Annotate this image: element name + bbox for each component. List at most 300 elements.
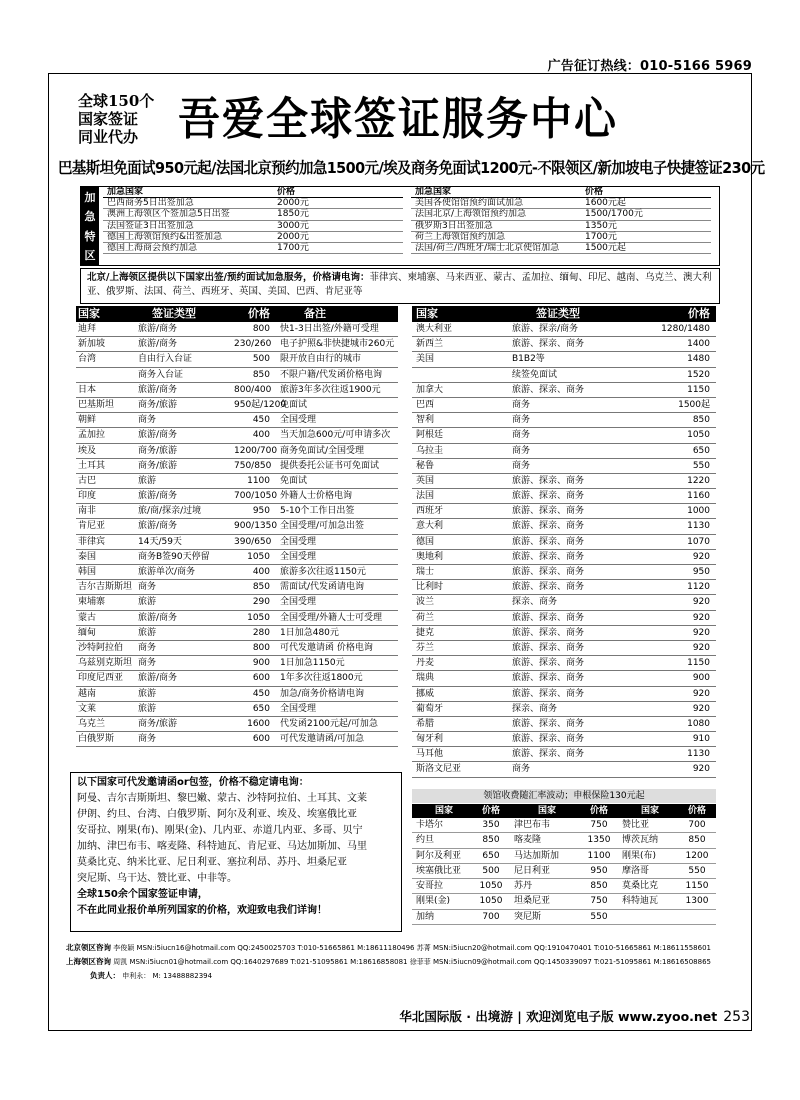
table-row bbox=[412, 656, 716, 671]
price-cell: 550 bbox=[688, 865, 706, 876]
country-cell: 尼日利亚 bbox=[514, 865, 551, 876]
country-cell: 缅甸 bbox=[78, 627, 97, 638]
beijing-contact bbox=[66, 941, 746, 955]
col-header: 价格 bbox=[687, 806, 706, 816]
notice-lead: 北京/上海领区提供以下国家出签/预约面试加急服务，价格请电询： bbox=[87, 272, 370, 283]
price-cell: 1520 bbox=[687, 369, 710, 380]
promo-banner: 巴基斯坦免面试950元起/法国北京预约加急1500元/埃及商务免面试1200元-不限领区/新加坡电子快捷签证230元 bbox=[58, 159, 765, 177]
letter-line: 伊朗、约旦、台湾、白俄罗斯、阿尔及利亚、埃及、埃塞俄比亚 bbox=[77, 809, 357, 820]
country-cell: 越南 bbox=[78, 688, 97, 699]
country-cell: 突尼斯 bbox=[514, 911, 542, 922]
urgent-header: 加急国家 bbox=[415, 187, 452, 197]
left-price-table bbox=[76, 306, 398, 747]
left-table-body bbox=[76, 322, 398, 747]
country-cell bbox=[76, 368, 138, 382]
letter-line: 加纳、津巴布韦、喀麦隆、科特迪瓦、肯尼亚、马达加斯加、马里 bbox=[77, 841, 367, 852]
country-cell: 苏丹 bbox=[514, 881, 533, 892]
page-footer bbox=[60, 1007, 750, 1025]
visa-type-cell: 探亲、商务 bbox=[512, 597, 558, 608]
table-row bbox=[76, 322, 398, 337]
visa-type-cell: 旅游、探亲、商务 bbox=[512, 506, 585, 517]
table-row bbox=[76, 717, 398, 732]
country-cell: 巴西 bbox=[416, 399, 435, 410]
col-header: 国家 bbox=[537, 806, 556, 816]
table-row bbox=[412, 489, 716, 504]
visa-type-cell: 旅游、探亲、商务 bbox=[512, 551, 585, 562]
urgent-row bbox=[411, 232, 711, 243]
col-header: 签证类型 bbox=[152, 307, 196, 320]
table-row bbox=[76, 626, 398, 641]
table-row bbox=[76, 550, 398, 565]
col-header: 国家 bbox=[640, 806, 659, 816]
letter-footer: 全球150余个国家签证申请， bbox=[77, 889, 208, 900]
table-row bbox=[76, 337, 398, 352]
letter-line: 安哥拉、刚果(布)、刚果(金)、几内亚、赤道几内亚、多哥、贝宁 bbox=[77, 825, 363, 836]
price-cell: 850 bbox=[252, 369, 270, 380]
remark-cell: 商务免面试/全国受理 bbox=[280, 445, 365, 456]
remark-cell: 快1-3日出签/外籍可受理 bbox=[280, 324, 379, 334]
table-row bbox=[76, 595, 398, 610]
price-cell: 850 bbox=[252, 582, 270, 593]
country-cell: 埃塞俄比亚 bbox=[416, 865, 462, 876]
remark-cell: 全国受理/可加急出签 bbox=[280, 521, 365, 532]
price-cell: 1150 bbox=[685, 881, 709, 892]
price-cell: 400 bbox=[252, 430, 270, 441]
visa-type-cell: 续签免面试 bbox=[512, 369, 558, 380]
price-cell: 600 bbox=[252, 734, 270, 745]
urgent-service: 法国北京/上海领馆预约加急 bbox=[415, 209, 527, 220]
price-cell: 920 bbox=[692, 764, 710, 775]
remark-cell: 电子护照&非快捷城市260元 bbox=[280, 339, 395, 350]
table-row bbox=[412, 504, 716, 519]
africa-mideast-table bbox=[412, 804, 716, 925]
col-header: 备注 bbox=[304, 307, 326, 320]
visa-type-cell: 旅游、探亲、商务 bbox=[512, 642, 585, 653]
remark-cell: 全国受理/外籍人士可受理 bbox=[280, 612, 383, 623]
remark-cell: 提供委托公证书可免面试 bbox=[280, 460, 380, 471]
urgent-row bbox=[103, 221, 403, 232]
urgent-price: 2000元 bbox=[277, 198, 309, 209]
urgent-row bbox=[411, 221, 711, 232]
country-cell: 乌兹别克斯坦 bbox=[78, 658, 133, 669]
col-header: 签证类型 bbox=[536, 307, 580, 320]
price-cell: 1130 bbox=[687, 749, 710, 760]
remark-cell: 全国受理 bbox=[280, 536, 317, 547]
table-row bbox=[412, 383, 716, 398]
country-cell: 马达加斯加 bbox=[514, 850, 560, 861]
invitation-letter-box bbox=[70, 772, 402, 932]
visa-type-cell: 旅游/商务 bbox=[138, 324, 178, 334]
country-cell: 古巴 bbox=[78, 475, 97, 486]
side-line: 国家签证 bbox=[78, 110, 139, 128]
visa-type-cell: 商务 bbox=[512, 460, 531, 471]
country-cell: 迪拜 bbox=[78, 324, 97, 334]
price-cell: 750/850 bbox=[234, 460, 272, 471]
country-cell: 美国 bbox=[416, 354, 435, 365]
urgent-header-row bbox=[411, 187, 711, 198]
mini-table-body bbox=[412, 818, 716, 925]
visa-type-cell: 旅游、探亲、商务 bbox=[512, 734, 585, 745]
price-cell: 1220 bbox=[687, 475, 710, 486]
visa-type-cell: 商务 bbox=[138, 642, 157, 653]
price-cell: 750 bbox=[590, 896, 608, 907]
mini-table-header bbox=[412, 804, 716, 818]
remark-cell: 1日加急1150元 bbox=[280, 658, 345, 669]
visa-type-cell: 商务 bbox=[512, 415, 531, 426]
country-cell: 南非 bbox=[78, 506, 97, 517]
visa-type-cell: 商务 bbox=[512, 445, 531, 456]
country-cell: 英国 bbox=[416, 475, 435, 486]
price-cell: 280 bbox=[252, 627, 270, 638]
notice-countries: 菲律宾、柬埔寨、马来西亚、蒙古、孟加拉、缅甸、印尼、越南、乌克兰、澳大利亚、俄罗斯、法国、荷兰、西班牙、英国、美国、巴西、肯尼亚等 bbox=[87, 272, 712, 297]
visa-type-cell: 旅游、探亲、商务 bbox=[512, 718, 585, 729]
urgent-tag-char: 区 bbox=[84, 249, 96, 263]
table-row bbox=[76, 732, 398, 747]
table-row bbox=[412, 398, 716, 413]
visa-type-cell: 商务 bbox=[138, 734, 157, 745]
price-cell: 550 bbox=[692, 460, 710, 471]
price-cell: 900 bbox=[252, 658, 270, 669]
price-cell: 1080 bbox=[687, 718, 710, 729]
visa-type-cell: 旅游 bbox=[138, 703, 157, 714]
visa-type-cell: 旅游、探亲、商务 bbox=[512, 582, 585, 593]
price-cell: 400 bbox=[252, 567, 270, 577]
remark-cell: 代发函2100元起/可加急 bbox=[280, 718, 378, 729]
price-cell: 1130 bbox=[687, 521, 710, 532]
table-row bbox=[76, 398, 398, 413]
price-cell: 920 bbox=[692, 627, 710, 638]
remark-cell: 全国受理 bbox=[280, 551, 317, 562]
visa-type-cell: 旅游、探亲、商务 bbox=[512, 339, 585, 350]
urgent-left-column bbox=[103, 187, 403, 254]
urgent-tag-char: 特 bbox=[84, 229, 96, 243]
price-cell: 1050 bbox=[247, 551, 270, 562]
visa-type-cell: 商务 bbox=[512, 399, 531, 410]
price-cell: 950 bbox=[590, 865, 608, 876]
table-row bbox=[76, 444, 398, 459]
price-cell: 920 bbox=[692, 551, 710, 562]
table-row bbox=[412, 849, 716, 864]
urgent-service: 俄罗斯3日出签加急 bbox=[415, 220, 493, 231]
remark-cell: 全国受理 bbox=[280, 703, 317, 714]
price-cell: 950 bbox=[692, 567, 710, 577]
country-cell: 新加坡 bbox=[78, 339, 106, 350]
price-cell: 1050 bbox=[247, 612, 270, 623]
table-row bbox=[76, 459, 398, 474]
visa-type-cell: 旅游/商务 bbox=[138, 384, 178, 395]
urgent-service: 法国/荷兰/西班牙/瑞士北京使馆加急 bbox=[415, 242, 560, 253]
left-table-header bbox=[76, 306, 398, 322]
urgent-row bbox=[103, 198, 403, 209]
visa-type-cell: 旅游、探亲、商务 bbox=[512, 627, 585, 638]
table-row bbox=[412, 626, 716, 641]
country-cell: 瑞士 bbox=[416, 567, 435, 577]
remark-cell: 可代发邀请函 价格电询 bbox=[280, 642, 373, 653]
country-cell: 吉尔吉斯斯坦 bbox=[78, 582, 133, 593]
col-header: 价格 bbox=[589, 806, 608, 816]
price-cell: 850 bbox=[688, 835, 706, 846]
visa-type-cell: 旅游 bbox=[138, 475, 157, 486]
country-cell: 卡塔尔 bbox=[416, 820, 444, 830]
visa-type-cell: 旅游 bbox=[138, 627, 157, 638]
table-row bbox=[412, 641, 716, 656]
right-price-table bbox=[412, 306, 716, 778]
fee-note: 领馆收费随汇率波动；申根保险130元起 bbox=[412, 789, 716, 803]
beijing-details: 李俊颖 MSN:i5iucn16@hotmail.com QQ:2450025703 T:010-51665861 M:18611180496 苏菁 MSN:i5iucn20@hotmail.com QQ:1910470401 T:010-51665861 M:18611558601 bbox=[113, 944, 711, 952]
price-cell: 1150 bbox=[687, 658, 710, 669]
visa-type-cell: 旅游、探亲、商务 bbox=[512, 612, 585, 623]
country-cell: 蒙古 bbox=[78, 612, 97, 623]
table-row bbox=[412, 459, 716, 474]
table-row bbox=[76, 519, 398, 534]
country-cell: 意大利 bbox=[416, 521, 444, 532]
table-row bbox=[412, 864, 716, 879]
visa-type-cell: 旅游、探亲、商务 bbox=[512, 749, 585, 760]
shanghai-label: 上海领区咨询 bbox=[66, 957, 111, 966]
table-row bbox=[76, 504, 398, 519]
visa-type-cell: 14天/59天 bbox=[138, 536, 182, 547]
price-cell: 700 bbox=[482, 911, 500, 922]
urgent-price: 1700元 bbox=[585, 231, 617, 242]
beijing-label: 北京领区咨询 bbox=[66, 943, 111, 952]
table-row bbox=[412, 894, 716, 909]
country-cell: 印度尼西亚 bbox=[78, 673, 124, 684]
remark-cell: 需面试/代发函请电询 bbox=[280, 582, 365, 593]
country-cell: 菲律宾 bbox=[78, 536, 106, 547]
price-cell: 950 bbox=[252, 506, 270, 517]
price-cell: 1050 bbox=[687, 430, 710, 441]
price-cell: 910 bbox=[692, 734, 710, 745]
price-cell: 920 bbox=[692, 642, 710, 653]
manager-details: 申利永： M: 13488882394 bbox=[122, 972, 213, 980]
table-row bbox=[412, 352, 716, 367]
urgent-tag-char: 加 bbox=[84, 190, 96, 204]
urgent-row bbox=[103, 232, 403, 243]
price-cell: 1000 bbox=[687, 506, 710, 517]
price-cell: 550 bbox=[590, 911, 608, 922]
country-cell: 孟加拉 bbox=[78, 430, 106, 441]
country-cell: 比利时 bbox=[416, 582, 444, 593]
country-cell: 瑞典 bbox=[416, 673, 435, 684]
price-cell: 650 bbox=[252, 703, 270, 714]
table-row bbox=[412, 611, 716, 626]
urgent-right-column bbox=[411, 187, 711, 254]
table-row bbox=[412, 565, 716, 580]
remark-cell: 不限户籍/代发函价格电询 bbox=[280, 369, 383, 380]
country-cell: 荷兰 bbox=[416, 612, 435, 623]
price-cell: 850 bbox=[590, 881, 608, 892]
table-row bbox=[412, 762, 716, 777]
country-cell: 刚果(金) bbox=[416, 896, 451, 907]
col-header: 价格 bbox=[688, 307, 710, 320]
price-cell: 850 bbox=[482, 835, 500, 846]
price-cell: 900 bbox=[692, 673, 710, 684]
letter-line: 阿曼、吉尔吉斯斯坦、黎巴嫩、蒙古、沙特阿拉伯、土耳其、文莱 bbox=[77, 793, 367, 804]
price-cell: 650 bbox=[692, 445, 710, 456]
country-cell: 肯尼亚 bbox=[78, 521, 106, 532]
price-cell: 700 bbox=[688, 820, 706, 830]
table-row bbox=[412, 580, 716, 595]
price-cell: 1300 bbox=[685, 896, 709, 907]
urgent-header: 价格 bbox=[585, 187, 604, 197]
price-cell: 900/1350 bbox=[234, 521, 278, 532]
table-row bbox=[76, 702, 398, 717]
visa-type-cell: 商务/旅游 bbox=[138, 399, 178, 410]
urgent-price: 3000元 bbox=[277, 220, 309, 231]
country-cell: 葡萄牙 bbox=[416, 703, 444, 714]
price-cell: 450 bbox=[252, 415, 270, 426]
country-cell: 法国 bbox=[416, 491, 435, 502]
country-cell: 泰国 bbox=[78, 551, 97, 562]
country-cell: 安哥拉 bbox=[416, 881, 444, 892]
table-row bbox=[76, 656, 398, 671]
urgent-row bbox=[103, 243, 403, 254]
country-cell: 韩国 bbox=[78, 567, 97, 577]
table-row bbox=[76, 368, 398, 383]
urgent-service: 巴西商务5日出签加急 bbox=[107, 198, 194, 209]
country-cell: 白俄罗斯 bbox=[78, 734, 115, 745]
table-row bbox=[412, 444, 716, 459]
urgent-row bbox=[411, 243, 711, 254]
table-row bbox=[412, 519, 716, 534]
price-cell: 1200 bbox=[685, 850, 709, 861]
country-cell: 土耳其 bbox=[78, 460, 106, 471]
table-row bbox=[412, 535, 716, 550]
visa-type-cell: 商务 bbox=[138, 658, 157, 669]
urgent-price: 1350元 bbox=[585, 220, 617, 231]
country-cell: 波兰 bbox=[416, 597, 435, 608]
price-cell: 800 bbox=[252, 324, 270, 334]
price-cell: 920 bbox=[692, 597, 710, 608]
contact-info bbox=[66, 941, 746, 983]
remark-cell: 可代发邀请函/可加急 bbox=[280, 734, 365, 745]
price-cell: 350 bbox=[482, 820, 500, 830]
visa-type-cell: 旅游、探亲、商务 bbox=[512, 384, 585, 395]
col-header: 国家 bbox=[434, 806, 453, 816]
price-cell: 920 bbox=[692, 703, 710, 714]
price-cell: 650 bbox=[482, 850, 500, 861]
remark-cell: 5-10个工作日出签 bbox=[280, 506, 355, 517]
price-cell: 1100 bbox=[587, 850, 611, 861]
remark-cell: 1日加急480元 bbox=[280, 627, 339, 638]
country-cell: 乌克兰 bbox=[78, 718, 106, 729]
visa-type-cell: 商务/旅游 bbox=[138, 445, 178, 456]
visa-type-cell: 旅游、探亲、商务 bbox=[512, 536, 585, 547]
urgent-price: 1700元 bbox=[277, 242, 309, 253]
visa-type-cell: 旅游、探亲、商务 bbox=[512, 567, 585, 577]
urgent-service: 荷兰上海领馆预约加急 bbox=[415, 231, 506, 242]
price-cell: 500 bbox=[252, 354, 270, 365]
visa-type-cell: 旅游、探亲、商务 bbox=[512, 688, 585, 699]
price-cell: 290 bbox=[252, 597, 270, 608]
letter-footer: 不在此同业报价单所列国家的价格，欢迎致电我们详询！ bbox=[77, 905, 327, 916]
visa-type-cell: 商务 bbox=[512, 764, 531, 775]
price-cell: 1480 bbox=[687, 354, 710, 365]
visa-type-cell: 旅游/商务 bbox=[138, 521, 178, 532]
table-row bbox=[412, 428, 716, 443]
table-row bbox=[412, 474, 716, 489]
table-row bbox=[76, 413, 398, 428]
price-cell: 390/650 bbox=[234, 536, 272, 547]
table-row bbox=[412, 687, 716, 702]
country-cell: 芬兰 bbox=[416, 642, 435, 653]
country-cell: 博茨瓦纳 bbox=[622, 835, 659, 846]
table-row bbox=[412, 702, 716, 717]
country-cell: 坦桑尼亚 bbox=[514, 896, 551, 907]
table-row bbox=[412, 818, 716, 833]
remark-cell: 免面试 bbox=[280, 399, 308, 410]
visa-type-cell: 旅游单次/商务 bbox=[138, 567, 196, 577]
price-cell: 1500起 bbox=[678, 399, 710, 410]
remark-cell: 免面试 bbox=[280, 475, 308, 486]
urgent-service: 法国签证3日出签加急 bbox=[107, 220, 194, 231]
letter-line: 莫桑比克、纳米比亚、尼日利亚、塞拉利昂、苏丹、坦桑尼亚 bbox=[77, 857, 347, 868]
table-row bbox=[76, 474, 398, 489]
page-title: 吾爱全球签证服务中心 bbox=[178, 92, 619, 145]
country-cell: 喀麦隆 bbox=[514, 835, 542, 846]
remark-cell: 外籍人士价格电询 bbox=[280, 491, 353, 502]
remark-cell: 旅游多次往返1150元 bbox=[280, 567, 366, 577]
right-table-body bbox=[412, 322, 716, 778]
col-header: 国家 bbox=[416, 307, 438, 320]
urgent-header: 加急国家 bbox=[107, 187, 144, 197]
price-cell: 750 bbox=[590, 820, 608, 830]
urgent-price: 1600元起 bbox=[585, 198, 626, 209]
country-cell: 文莱 bbox=[78, 703, 97, 714]
remark-cell: 加急/商务价格请电询 bbox=[280, 688, 365, 699]
visa-type-cell: 探亲、商务 bbox=[512, 703, 558, 714]
country-cell: 刚果(布) bbox=[622, 850, 657, 861]
manager-contact bbox=[66, 969, 746, 983]
country-cell: 日本 bbox=[78, 384, 97, 395]
visa-type-cell: 旅/商/探亲/过境 bbox=[138, 506, 202, 517]
urgent-price: 1500元起 bbox=[585, 242, 626, 253]
country-cell: 捷克 bbox=[416, 627, 435, 638]
price-cell: 800 bbox=[252, 642, 270, 653]
header bbox=[60, 80, 740, 150]
table-row bbox=[412, 368, 716, 383]
table-row bbox=[412, 322, 716, 337]
table-row bbox=[412, 910, 716, 925]
price-cell: 920 bbox=[692, 612, 710, 623]
table-row bbox=[412, 879, 716, 894]
visa-type-cell: 旅游 bbox=[138, 688, 157, 699]
visa-type-cell: 旅游、探亲/商务 bbox=[512, 324, 579, 334]
urgent-service: 美国各使馆馆预约面试加急 bbox=[415, 198, 524, 209]
table-row bbox=[76, 565, 398, 580]
table-row bbox=[412, 833, 716, 848]
table-row bbox=[412, 413, 716, 428]
table-row bbox=[412, 732, 716, 747]
price-cell: 700/1050 bbox=[234, 491, 278, 502]
right-table-header bbox=[412, 306, 716, 322]
price-cell: 1200/700 bbox=[234, 445, 278, 456]
remark-cell: 全国受理 bbox=[280, 597, 317, 608]
shanghai-details: 周凯 MSN:i5iucn01@hotmail.com QQ:1640297689 T:021-51095861 M:18616858081 徐菲菲 MSN:i5iucn09@hotmail.com QQ:1450339097 T:021-51095861 M:18616508865 bbox=[113, 958, 711, 966]
manager-label: 负责人： bbox=[90, 971, 120, 980]
country-cell: 约旦 bbox=[416, 835, 435, 846]
table-row bbox=[76, 611, 398, 626]
visa-type-cell: 商务/旅游 bbox=[138, 718, 178, 729]
country-cell: 津巴布韦 bbox=[514, 820, 551, 830]
price-cell: 600 bbox=[252, 673, 270, 684]
country-cell: 阿尔及利亚 bbox=[416, 850, 462, 861]
urgent-row bbox=[103, 209, 403, 220]
urgent-service: 德国上海领馆预约&出签加急 bbox=[107, 231, 223, 242]
visa-type-cell: 商务/旅游 bbox=[138, 460, 178, 471]
table-row bbox=[76, 535, 398, 550]
urgent-price: 1850元 bbox=[277, 209, 309, 220]
